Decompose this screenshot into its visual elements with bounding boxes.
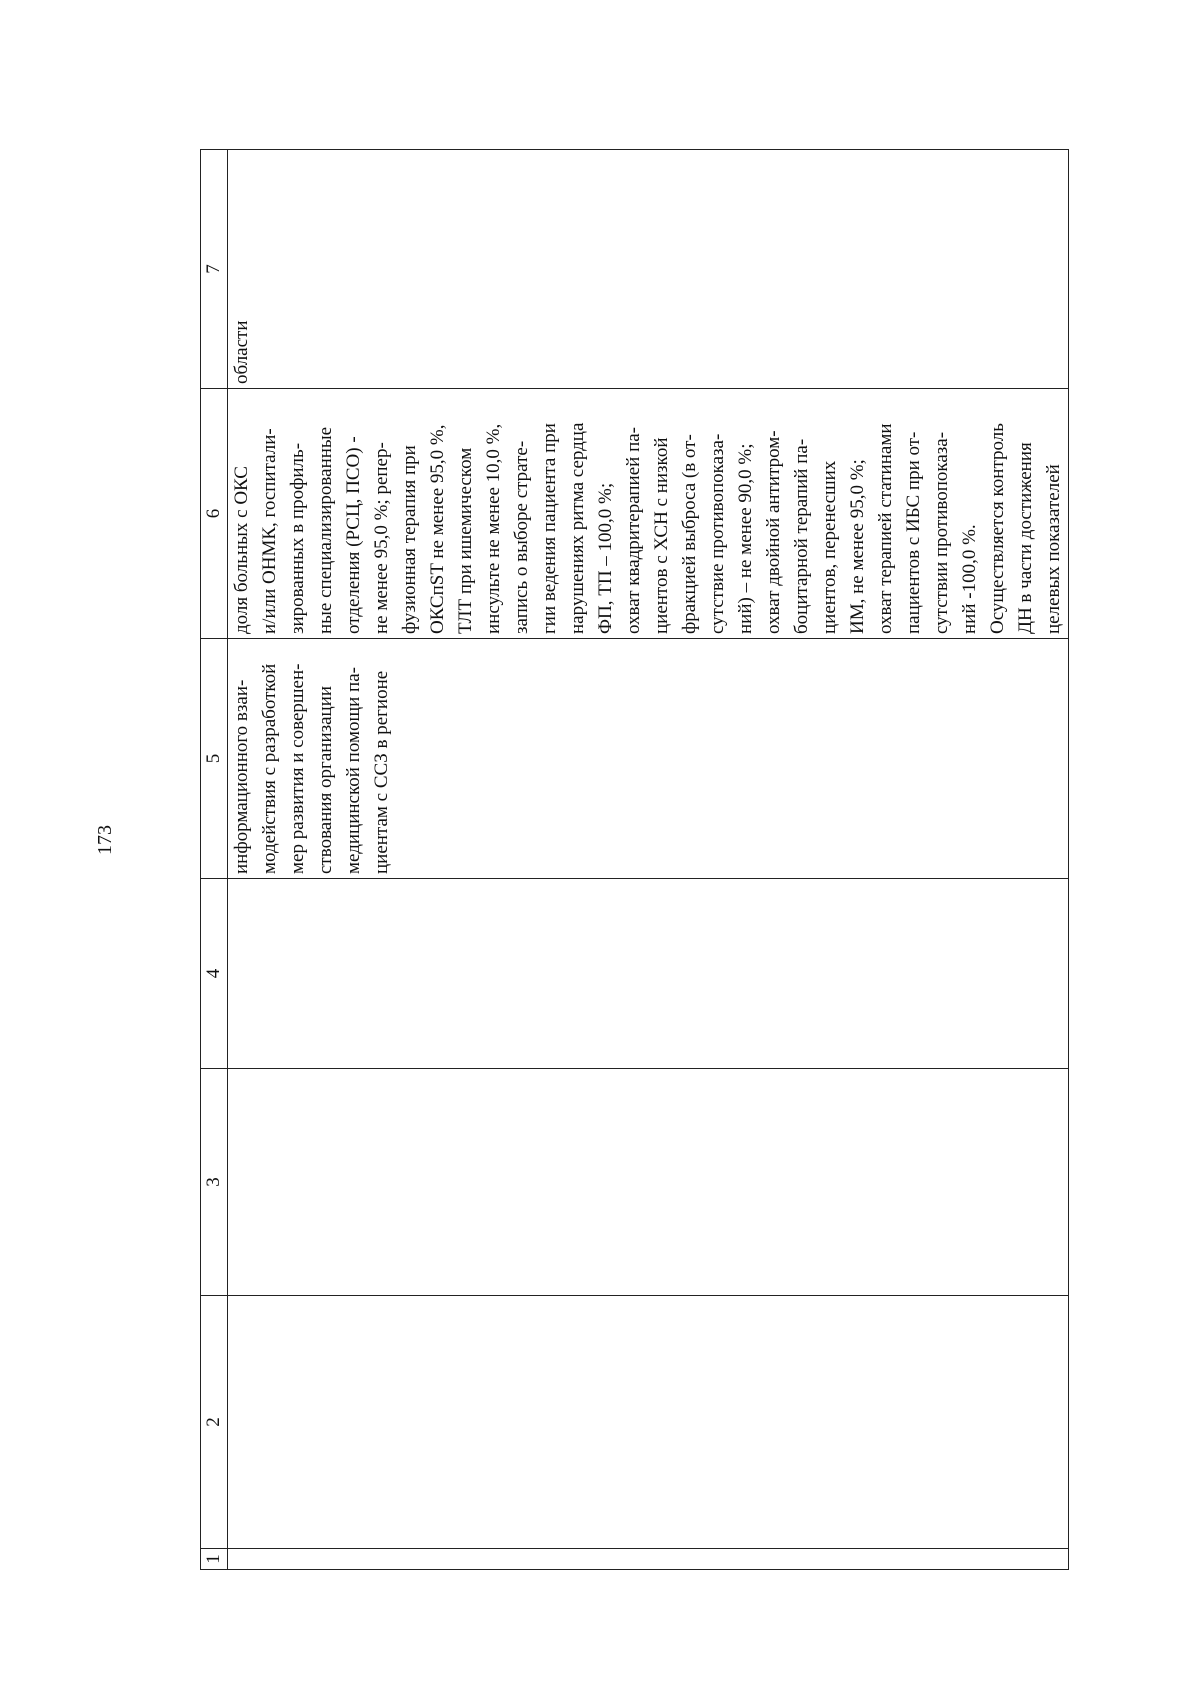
- col6-line: и/или ОНМК, госпитали-: [259, 428, 280, 634]
- table-row: [228, 150, 1069, 1570]
- column-header-5: 5: [201, 639, 228, 879]
- col6-line: охват квадритерапией па-: [623, 427, 644, 634]
- col6-line: Осуществляется контроль: [987, 423, 1008, 634]
- cell-col4: [228, 879, 1069, 1069]
- col6-line: ОКСпST не менее 95,0 %,: [427, 424, 448, 634]
- col6-line: инсульте не менее 10,0 %,: [483, 423, 504, 634]
- col6-line: ний -100,0 %.: [959, 524, 980, 634]
- col7-line: области: [231, 320, 252, 384]
- page-number: 173: [94, 825, 116, 855]
- col6-line: зированных в профиль-: [287, 442, 308, 634]
- column-header-3: 3: [201, 1069, 228, 1296]
- cell-col3: [228, 1069, 1069, 1296]
- cell-col7: [228, 150, 1069, 389]
- cell-col6: [228, 389, 1069, 639]
- col6-line: сутствии противопоказа-: [931, 431, 952, 634]
- col6-line: ФП, ТП – 100,0 %;: [595, 482, 616, 634]
- col6-line: ТЛТ при ишемическом: [455, 447, 476, 634]
- data-table: [200, 149, 1069, 1570]
- col6-line: охват терапией статинами: [875, 423, 896, 634]
- col6-line: гии ведения пациента при: [539, 423, 560, 634]
- col6-line: циентов с ХСН с низкой: [651, 437, 672, 634]
- col6-line: отделения (РСЦ, ПСО) -: [343, 436, 364, 634]
- col6-line: циентов, перенесших: [819, 460, 840, 634]
- col5-line: мер развития и совершен-: [287, 663, 308, 874]
- col6-line: охват двойной антитром-: [763, 430, 784, 634]
- col5-line: ствования организации: [315, 685, 336, 874]
- col6-line: фузионная терапия при: [399, 445, 420, 634]
- col6-line: запись о выборе страте-: [511, 440, 532, 634]
- col6-line: фракцией выброса (в от-: [679, 434, 700, 634]
- cell-col2: [228, 1296, 1069, 1549]
- col6-line: ний) – не менее 90,0 %;: [735, 443, 756, 634]
- col6-line: ДН в части достижения: [1015, 442, 1036, 634]
- column-header-1: 1: [201, 1549, 228, 1570]
- col6-line: целевых показателей: [1043, 464, 1064, 634]
- col6-line: сутствие противопоказа-: [707, 433, 728, 634]
- col6-line: не менее 95,0 %; репер-: [371, 442, 392, 634]
- col6-line: доля больных с ОКС: [231, 466, 252, 634]
- column-header-4: 4: [201, 879, 228, 1069]
- column-header-2: 2: [201, 1296, 228, 1549]
- col5-line: медицинской помощи па-: [343, 667, 364, 874]
- col6-line: боцитарной терапий па-: [791, 438, 812, 634]
- cell-col5: [228, 639, 1069, 879]
- col5-line: модействия с разработкой: [259, 663, 280, 874]
- col6-line: пациентов с ИБС при от-: [903, 431, 924, 634]
- col6-line: ные специализированные: [315, 426, 336, 634]
- col6-line: ИМ, не менее 95,0 %;: [847, 459, 868, 634]
- cell-col1: [228, 1549, 1069, 1570]
- header-row: [201, 150, 228, 1570]
- col6-line: нарушениях ритма сердца: [567, 422, 588, 634]
- col5-line: циентам с ССЗ в регионе: [371, 670, 392, 874]
- column-header-6: 6: [201, 389, 228, 639]
- column-header-7: 7: [201, 150, 228, 389]
- rotated-table-wrapper: [200, 150, 1064, 1570]
- col5-line: информационного взаи-: [231, 679, 252, 874]
